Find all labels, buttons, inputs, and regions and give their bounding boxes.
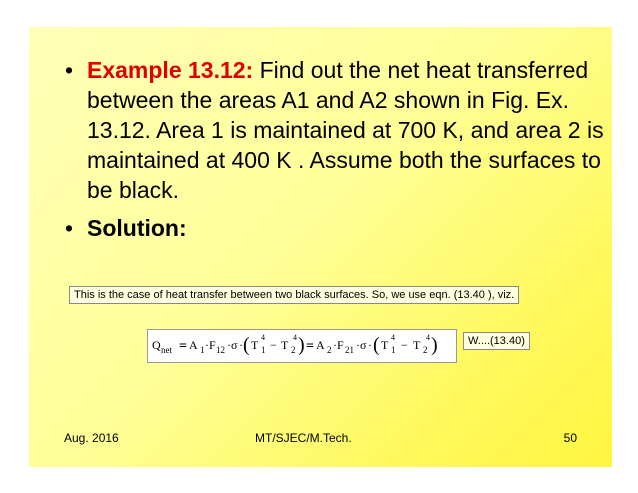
eq-rparen-2: )	[431, 334, 438, 356]
solution-label: Solution:	[87, 215, 187, 241]
eq-dot-6: ·	[368, 338, 372, 352]
eq-a2: A	[316, 338, 325, 352]
example-text: Find out the net heat transferred between the areas A1 and A2 shown in Fig. Ex. 13.12. Area 1 is maintained at 700 K, and area 2 is maintained at 400 K . Assume both the surfaces to be black.	[87, 57, 604, 203]
eq-t1-b: T	[381, 338, 389, 352]
eq-q-sub: net	[161, 345, 172, 355]
eq-minus-2: −	[401, 338, 408, 352]
equation-reference: W....(13.40)	[463, 332, 530, 350]
example-label: Example 13.12:	[87, 57, 254, 83]
footer-course: MT/SJEC/M.Tech.	[255, 431, 352, 445]
eq-f21: F	[337, 338, 344, 352]
eq-dot-4: ·	[333, 338, 337, 352]
equation-box	[147, 329, 457, 363]
eq-a1: A	[189, 338, 198, 352]
eq-t2-a-exp: 4	[293, 333, 297, 342]
eq-a2-sub: 2	[327, 345, 332, 355]
bullet-dot: •	[65, 215, 74, 241]
eq-dot-3: ·	[239, 338, 243, 352]
eq-lparen-1: (	[243, 334, 250, 356]
eq-t2-a: T	[281, 338, 289, 352]
eq-equals-1: =	[179, 339, 187, 354]
eq-dot-1: ·	[205, 338, 209, 352]
slide	[29, 27, 612, 467]
eq-f21-sub: 21	[345, 345, 354, 355]
bullet-dot: •	[65, 57, 74, 83]
bullet-list	[61, 55, 606, 243]
eq-t1-a: T	[251, 338, 259, 352]
eq-t1-b-exp: 4	[391, 333, 395, 342]
eq-minus-1: −	[270, 338, 277, 352]
eq-rparen-1: )	[298, 334, 305, 356]
footer-date: Aug. 2016	[64, 431, 119, 445]
eq-t1-a-sub: 1	[261, 345, 266, 355]
eq-sigma-1: σ	[231, 338, 238, 352]
equation-svg	[148, 330, 456, 362]
eq-t1-b-sub: 1	[391, 345, 396, 355]
eq-equals-2: =	[306, 339, 314, 354]
eq-f12-sub: 12	[216, 345, 225, 355]
bullet-solution	[61, 213, 606, 243]
eq-a1-sub: 1	[200, 345, 205, 355]
eq-sigma-2: σ	[360, 338, 367, 352]
eq-t2-b-exp: 4	[426, 333, 430, 342]
eq-t1-a-exp: 4	[261, 333, 265, 342]
eq-t2-b: T	[413, 338, 421, 352]
note-box: This is the case of heat transfer between two black surfaces. So, we use eqn. (13.40 ), viz.	[69, 286, 519, 304]
eq-t2-b-sub: 2	[423, 345, 428, 355]
eq-lparen-2: (	[373, 334, 380, 356]
eq-t2-a-sub: 2	[291, 345, 296, 355]
eq-q: Q	[152, 338, 161, 352]
footer-page-number: 50	[563, 431, 577, 445]
eq-dot-2: ·	[227, 338, 231, 352]
eq-dot-5: ·	[356, 338, 360, 352]
eq-f12: F	[209, 338, 216, 352]
bullet-example	[61, 55, 606, 205]
